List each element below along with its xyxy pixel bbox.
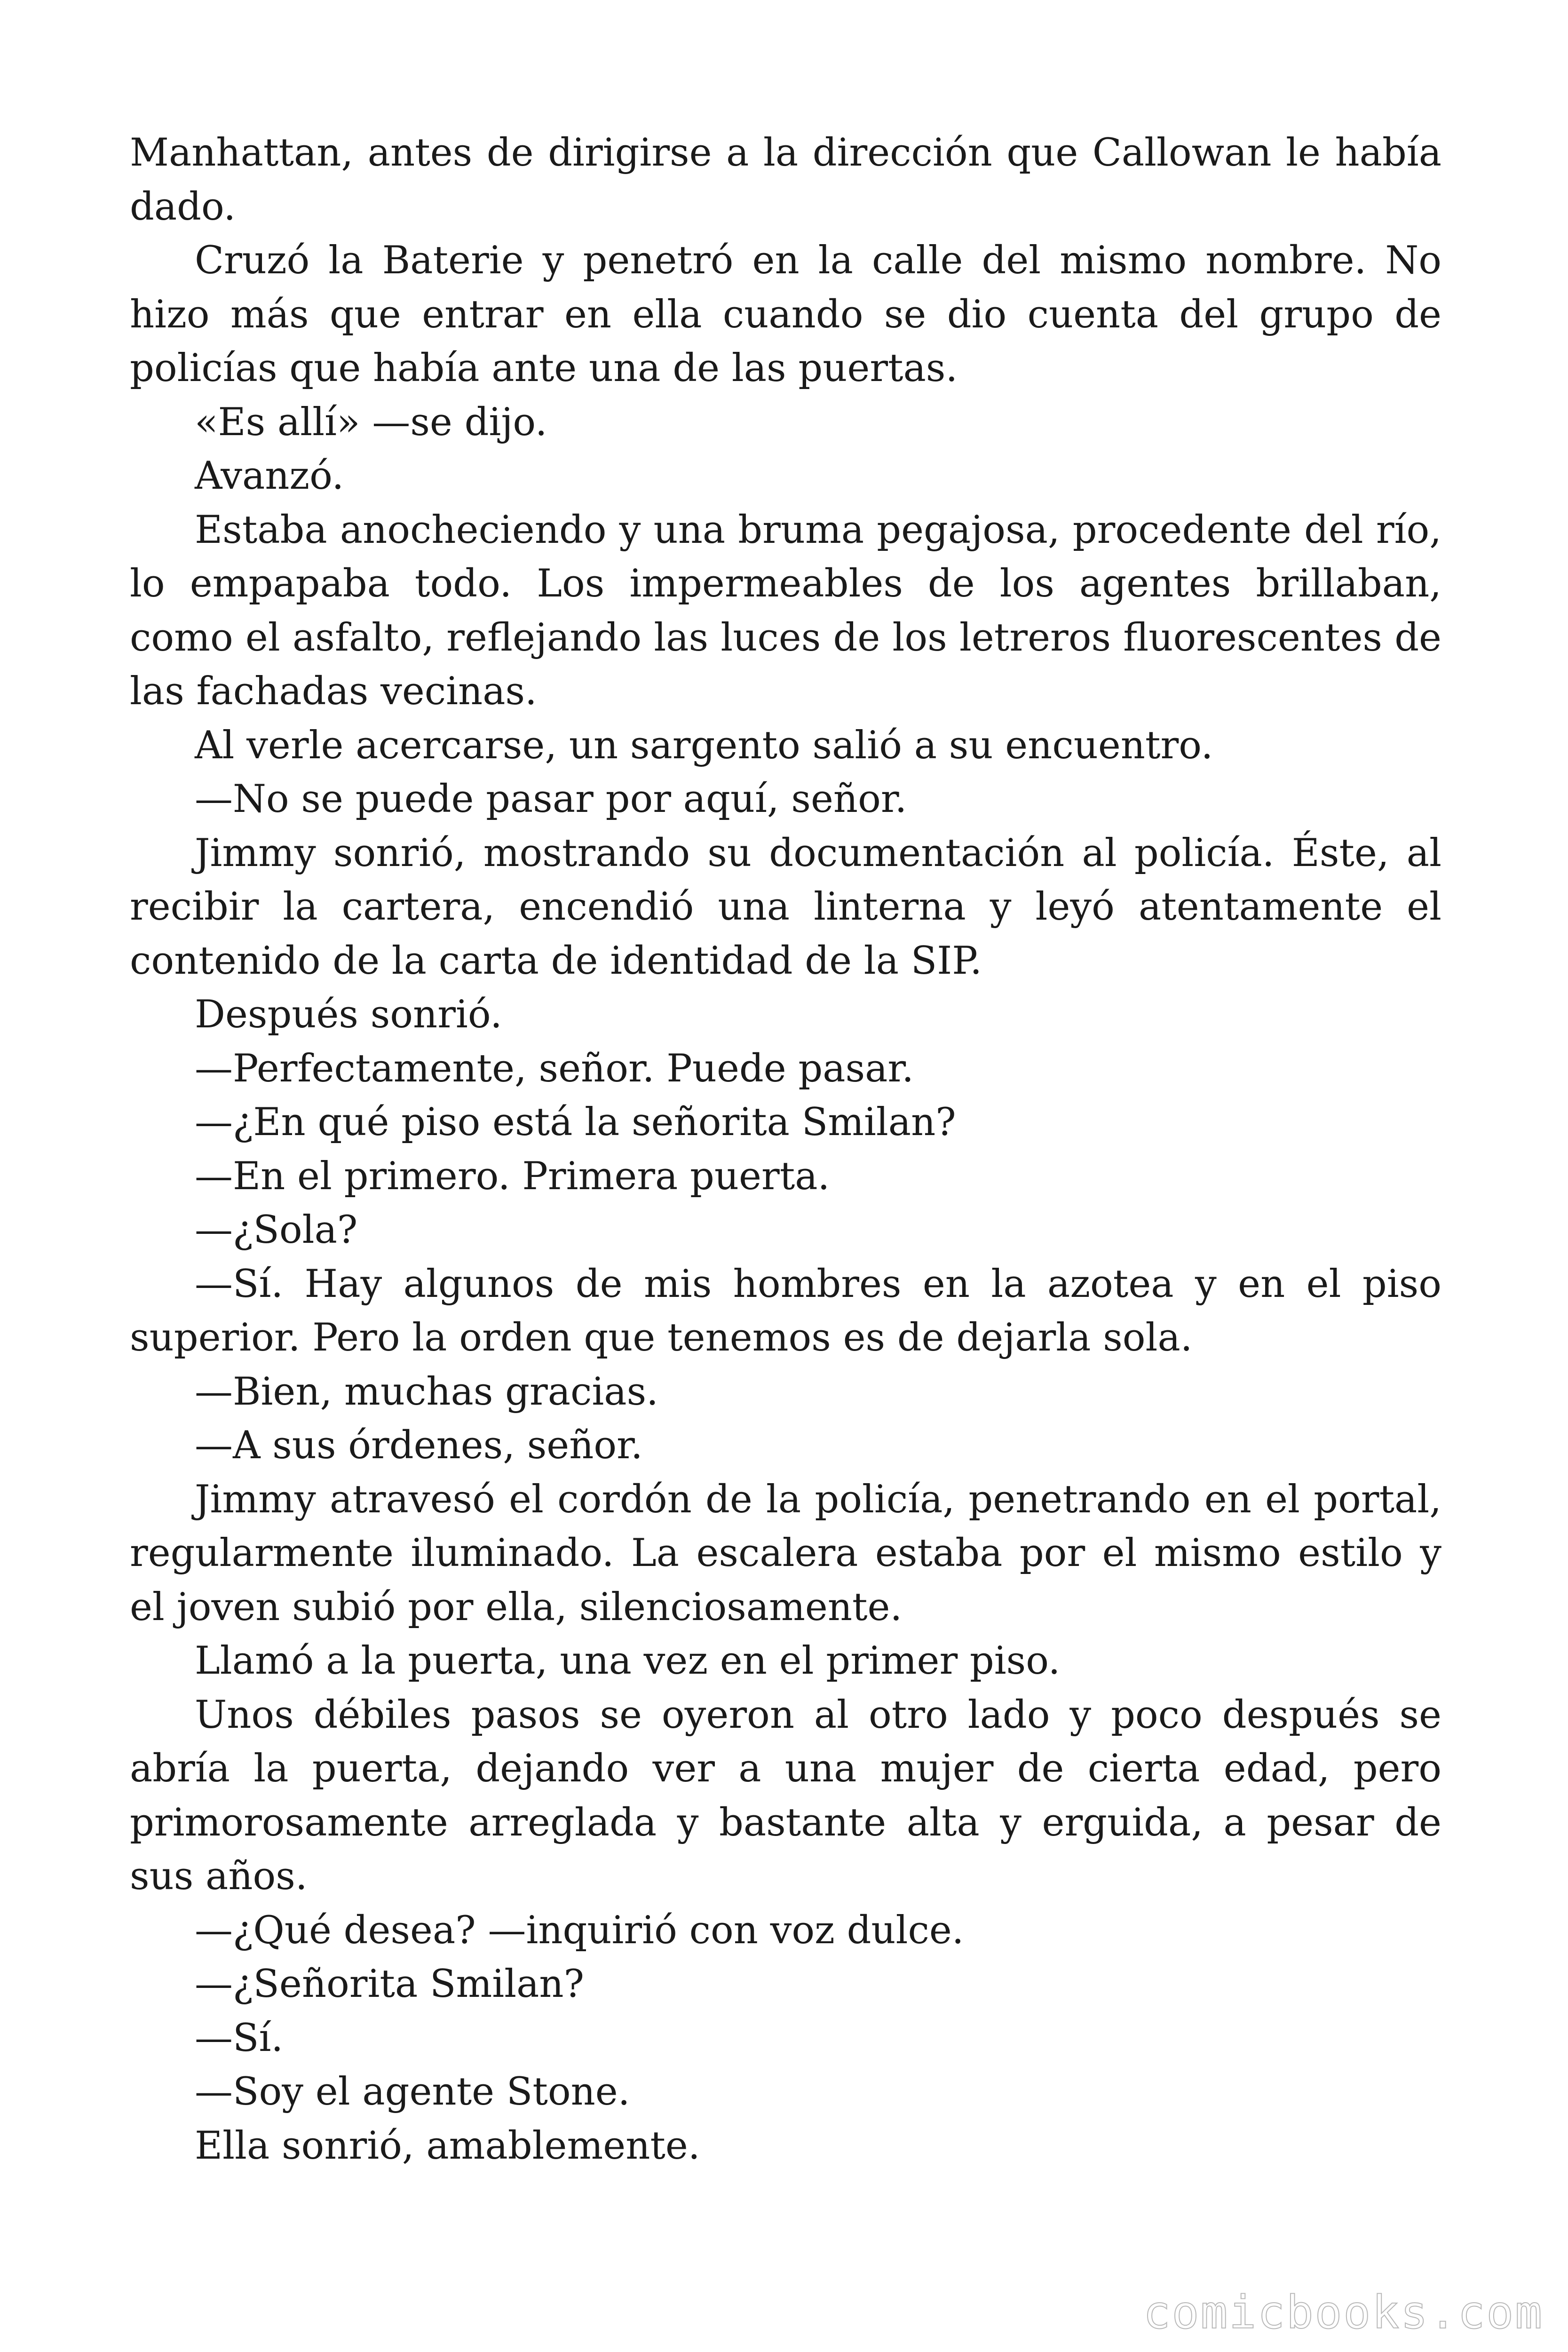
- paragraph: Estaba anocheciendo y una bruma pegajosa, procedente del río, lo empapaba todo. Los impermeables de los agentes brillaban, como el asfalto, reflejando las luces de los letreros fluorescentes de las fachadas vecinas.: [130, 508, 1441, 714]
- paragraph: —Sí. Hay algunos de mis hombres en la azotea y en el piso superior. Pero la orden que tenemos es de dejarla sola.: [130, 1262, 1441, 1360]
- paragraph: —Perfectamente, señor. Puede pasar.: [195, 1046, 914, 1091]
- paragraph: —Bien, muchas gracias.: [195, 1369, 658, 1414]
- watermark: comicbooks.com: [1143, 2286, 1544, 2339]
- paragraph: Avanzó.: [195, 454, 344, 498]
- paragraph: «Es allí» —se dijo.: [195, 400, 547, 445]
- paragraph: —Soy el agente Stone.: [195, 2070, 630, 2114]
- paragraph: Al verle acercarse, un sargento salió a su encuentro.: [195, 723, 1213, 768]
- paragraph: Después sonrió.: [195, 993, 502, 1037]
- paragraph: Cruzó la Baterie y penetró en la calle del mismo nombre. No hizo más que entrar en ella cuando se dio cuenta del grupo de policías que había ante una de las puertas.: [130, 238, 1441, 390]
- paragraph: Jimmy atravesó el cordón de la policía, penetrando en el portal, regularmente iluminado. La escalera estaba por el mismo estilo y el joven subió por ella, silenciosamente.: [130, 1477, 1441, 1629]
- body-text: [130, 126, 1441, 2173]
- paragraph: —¿Sola?: [195, 1208, 358, 1252]
- paragraph: —En el primero. Primera puerta.: [195, 1154, 830, 1199]
- paragraph: Jimmy sonrió, mostrando su documentación al policía. Éste, al recibir la cartera, encendió una linterna y leyó atentamente el contenido de la carta de identidad de la SIP.: [130, 831, 1441, 983]
- paragraph: —Sí.: [195, 2016, 284, 2060]
- paragraph: Llamó a la puerta, una vez en el primer piso.: [195, 1639, 1061, 1683]
- paragraph: Unos débiles pasos se oyeron al otro lado y poco después se abría la puerta, dejando ver a una mujer de cierta edad, pero primorosamente arreglada y bastante alta y erguida, a pesar de sus años.: [130, 1692, 1441, 1899]
- paragraph: —¿Señorita Smilan?: [195, 1962, 584, 2006]
- paragraph: —¿Qué desea? —inquirió con voz dulce.: [195, 1908, 964, 1953]
- paragraph: Manhattan, antes de dirigirse a la dirección que Callowan le había dado.: [130, 131, 1441, 229]
- paragraph: —No se puede pasar por aquí, señor.: [195, 777, 907, 821]
- paragraph: —A sus órdenes, señor.: [195, 1423, 643, 1468]
- paragraph: —¿En qué piso está la señorita Smilan?: [195, 1100, 956, 1144]
- paragraph: Ella sonrió, amablemente.: [195, 2123, 700, 2168]
